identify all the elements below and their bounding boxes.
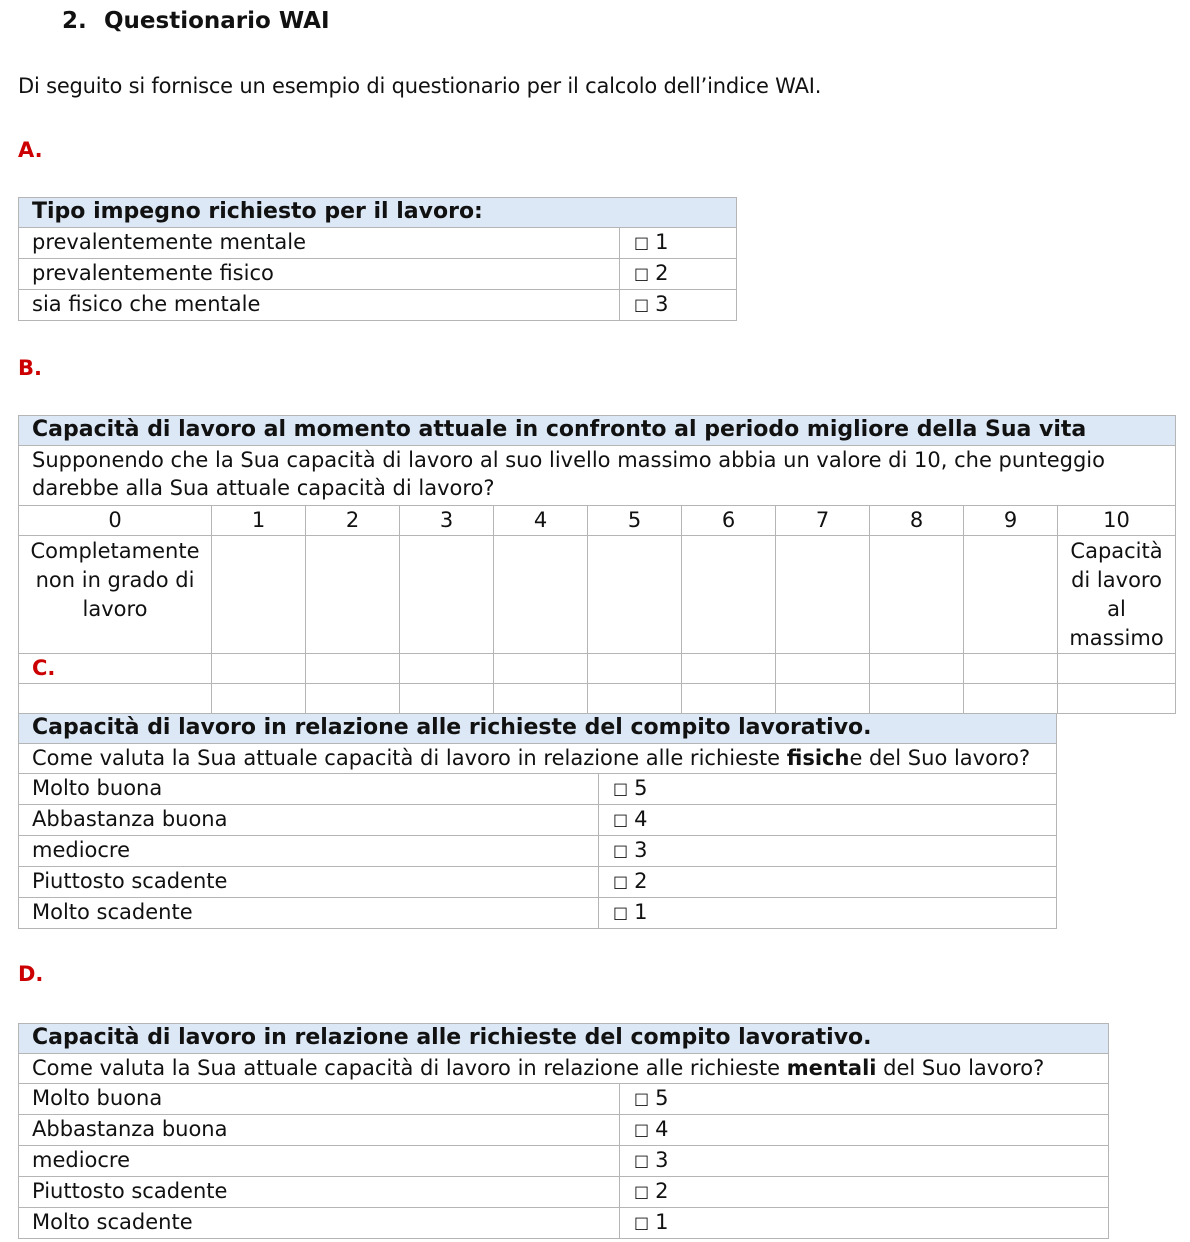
option-text: sia fisico che mentale: [19, 290, 620, 321]
option-text: Molto buona: [19, 774, 599, 805]
checkbox-icon[interactable]: □: [634, 233, 650, 252]
option-value: 3: [655, 292, 669, 316]
scale-value[interactable]: 5: [588, 506, 682, 536]
table-row: [19, 1208, 1109, 1239]
option-checkbox[interactable]: [620, 1177, 1109, 1208]
intro-paragraph: Di seguito si fornisce un esempio di questionario per il calcolo dell’indice WAI.: [18, 74, 822, 98]
table-row: [19, 867, 1057, 898]
option-text: mediocre: [19, 1146, 620, 1177]
table-c-question: Come valuta la Sua attuale capacità di lavoro in relazione alle richieste fisiche del Suo lavoro?: [19, 744, 1057, 774]
option-text: Molto scadente: [19, 1208, 620, 1239]
option-value: 2: [655, 1179, 669, 1203]
option-checkbox[interactable]: [599, 836, 1057, 867]
checkbox-icon[interactable]: □: [634, 1151, 650, 1170]
checkbox-icon[interactable]: □: [634, 295, 650, 314]
scale-value[interactable]: 2: [306, 506, 400, 536]
section-d-label: D.: [18, 962, 44, 986]
table-row: [19, 836, 1057, 867]
option-checkbox[interactable]: [599, 898, 1057, 929]
checkbox-icon[interactable]: □: [634, 1213, 650, 1232]
table-row: [19, 259, 737, 290]
section-b-label: B.: [18, 356, 42, 380]
checkbox-icon[interactable]: □: [634, 1089, 650, 1108]
option-checkbox[interactable]: [620, 1084, 1109, 1115]
checkbox-icon[interactable]: □: [613, 779, 629, 798]
option-value: 1: [655, 1210, 669, 1234]
section-a-label: A.: [18, 138, 43, 162]
option-checkbox[interactable]: [620, 1146, 1109, 1177]
table-b: [18, 415, 1176, 714]
option-value: 4: [655, 1117, 669, 1141]
table-b-header: Capacità di lavoro al momento attuale in confronto al periodo migliore della Sua vita: [19, 416, 1176, 446]
checkbox-icon[interactable]: □: [613, 872, 629, 891]
table-row: [19, 898, 1057, 929]
option-text: mediocre: [19, 836, 599, 867]
option-text: prevalentemente mentale: [19, 228, 620, 259]
table-row: [19, 805, 1057, 836]
option-value: 3: [634, 838, 648, 862]
table-row: [19, 228, 737, 259]
option-value: 2: [655, 261, 669, 285]
option-checkbox[interactable]: [620, 290, 737, 321]
scale-max-label: Capacità di lavoro al massimo: [1058, 536, 1176, 654]
table-a: [18, 197, 737, 321]
checkbox-icon[interactable]: □: [634, 1120, 650, 1139]
scale-value[interactable]: 9: [964, 506, 1058, 536]
option-value: 2: [634, 869, 648, 893]
scale-value[interactable]: 6: [682, 506, 776, 536]
scale-min-label: Completamente non in grado di lavoro: [19, 536, 212, 654]
option-checkbox[interactable]: [599, 867, 1057, 898]
option-text: Abbastanza buona: [19, 805, 599, 836]
scale-value[interactable]: 0: [19, 506, 212, 536]
scale-value[interactable]: 10: [1058, 506, 1176, 536]
table-row: [19, 1146, 1109, 1177]
section-heading: [62, 8, 330, 34]
option-value: 3: [655, 1148, 669, 1172]
scale-label-row: [19, 536, 1176, 654]
option-value: 4: [634, 807, 648, 831]
heading-title: Questionario WAI: [104, 8, 330, 34]
checkbox-icon[interactable]: □: [613, 841, 629, 860]
table-c: [18, 713, 1057, 929]
table-b-question: Supponendo che la Sua capacità di lavoro al suo livello massimo abbia un valore di 10, che punteggio darebbe alla Sua attuale capacità di lavoro?: [19, 446, 1176, 506]
option-text: Piuttosto scadente: [19, 867, 599, 898]
table-row: [19, 290, 737, 321]
option-text: prevalentemente fisico: [19, 259, 620, 290]
scale-row: [19, 506, 1176, 536]
table-row: [19, 1084, 1109, 1115]
option-text: Piuttosto scadente: [19, 1177, 620, 1208]
option-checkbox[interactable]: [599, 805, 1057, 836]
heading-number: 2.: [62, 8, 87, 34]
scale-value[interactable]: 3: [400, 506, 494, 536]
option-text: Molto buona: [19, 1084, 620, 1115]
option-value: 5: [655, 1086, 669, 1110]
option-checkbox[interactable]: [620, 1208, 1109, 1239]
checkbox-icon[interactable]: □: [634, 264, 650, 283]
section-c-label: C.: [19, 654, 212, 684]
option-value: 5: [634, 776, 648, 800]
option-value: 1: [655, 230, 669, 254]
scale-value[interactable]: 7: [776, 506, 870, 536]
scale-value[interactable]: 8: [870, 506, 964, 536]
table-a-header: Tipo impegno richiesto per il lavoro:: [19, 198, 737, 228]
option-text: Molto scadente: [19, 898, 599, 929]
table-d: [18, 1023, 1109, 1239]
checkbox-icon[interactable]: □: [634, 1182, 650, 1201]
table-d-question: Come valuta la Sua attuale capacità di lavoro in relazione alle richieste mentali del Suo lavoro?: [19, 1054, 1109, 1084]
option-value: 1: [634, 900, 648, 924]
table-d-header: Capacità di lavoro in relazione alle richieste del compito lavorativo.: [19, 1024, 1109, 1054]
option-checkbox[interactable]: [620, 1115, 1109, 1146]
option-text: Abbastanza buona: [19, 1115, 620, 1146]
option-checkbox[interactable]: [620, 259, 737, 290]
scale-value[interactable]: 1: [212, 506, 306, 536]
scale-value[interactable]: 4: [494, 506, 588, 536]
table-row: [19, 1177, 1109, 1208]
table-row: [19, 1115, 1109, 1146]
option-checkbox[interactable]: [599, 774, 1057, 805]
checkbox-icon[interactable]: □: [613, 810, 629, 829]
option-checkbox[interactable]: [620, 228, 737, 259]
table-c-header: Capacità di lavoro in relazione alle richieste del compito lavorativo.: [19, 714, 1057, 744]
checkbox-icon[interactable]: □: [613, 903, 629, 922]
table-row: [19, 774, 1057, 805]
